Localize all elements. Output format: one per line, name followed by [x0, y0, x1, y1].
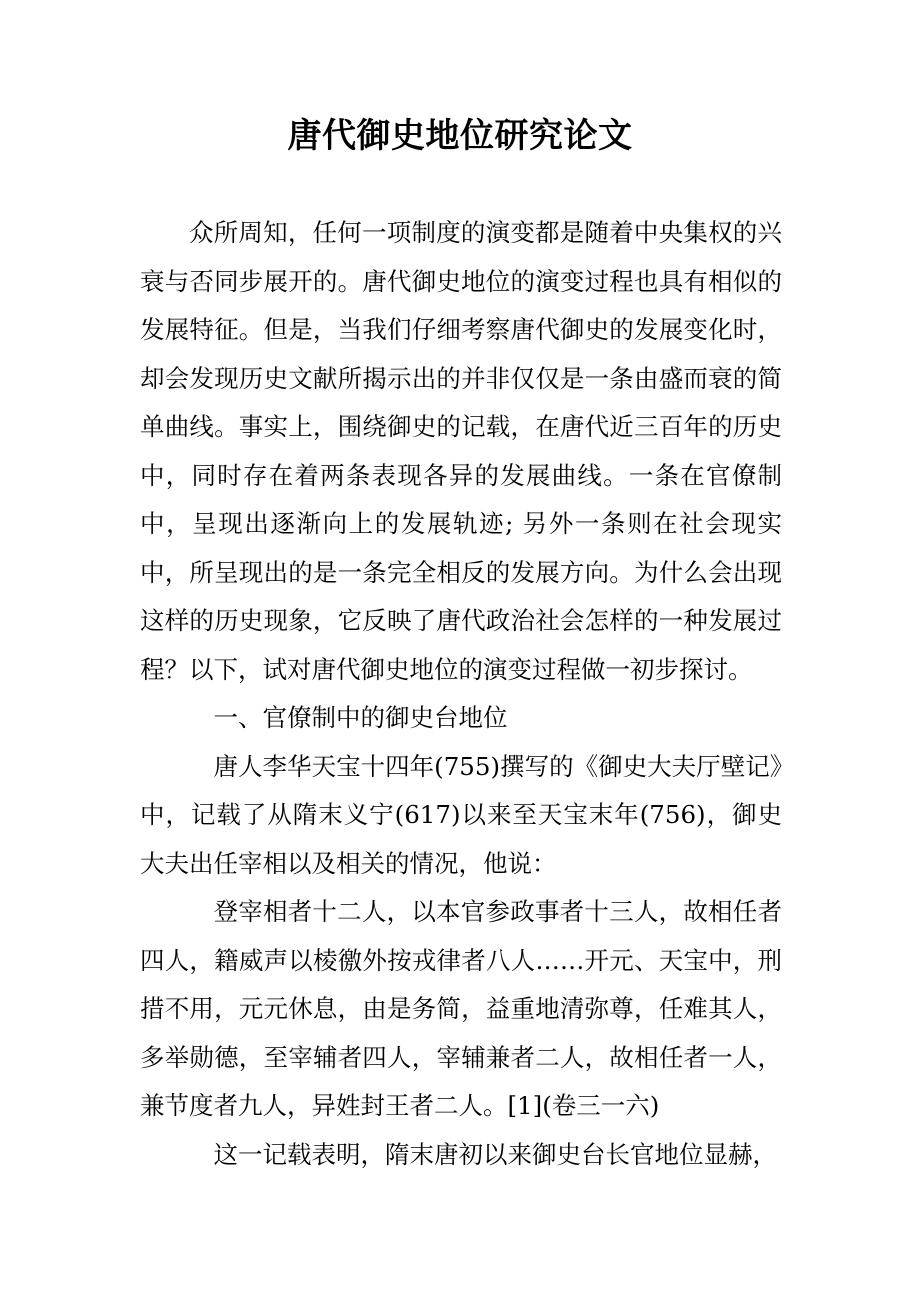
section-heading: 一、官僚制中的御史台地位 [213, 703, 508, 732]
paragraph-li-hua-record: 唐人李华天宝十四年(755)撰写的《御史大夫厅壁记》中，记载了从隋末义宁(617)以来至天宝末年(756)，御史大夫出任宰相以及相关的情况，他说： [140, 751, 782, 878]
document-title: 唐代御史地位研究论文 [287, 116, 633, 156]
block-quotation: 登宰相者十二人，以本官参政事者十三人，故相任者四人，籍威声以棱徼外按戎律者八人……开元、天宝中，刑措不用，元元休息，由是务简，益重地清弥尊，任难其人，多举勋德，至宰辅者四人，宰辅兼者二人，故相任者一人，兼节度者九人，异姓封王者二人。[1](卷三一六) [140, 897, 782, 1120]
document-body [140, 209, 782, 1179]
paragraph-introduction: 众所周知，任何一项制度的演变都是随着中央集权的兴衰与否同步展开的。唐代御史地位的演变过程也具有相似的发展特征。但是，当我们仔细考察唐代御史的发展变化时，却会发现历史文献所揭示出的并非仅仅是一条由盛而衰的简单曲线。事实上，围绕御史的记载，在唐代近三百年的历史中，同时存在着两条表现各异的发展曲线。一条在官僚制中，呈现出逐渐向上的发展轨迹; 另外一条则在社会现实中，所呈现出的是一条完全相反的发展方向。为什么会出现这样的历史现象，它反映了唐代政治社会怎样的一种发展过程？以下，试对唐代御史地位的演变过程做一初步探讨。 [140, 218, 782, 684]
paragraph-conclusion: 这一记载表明，隋末唐初以来御史台长官地位显赫， [213, 1139, 777, 1169]
